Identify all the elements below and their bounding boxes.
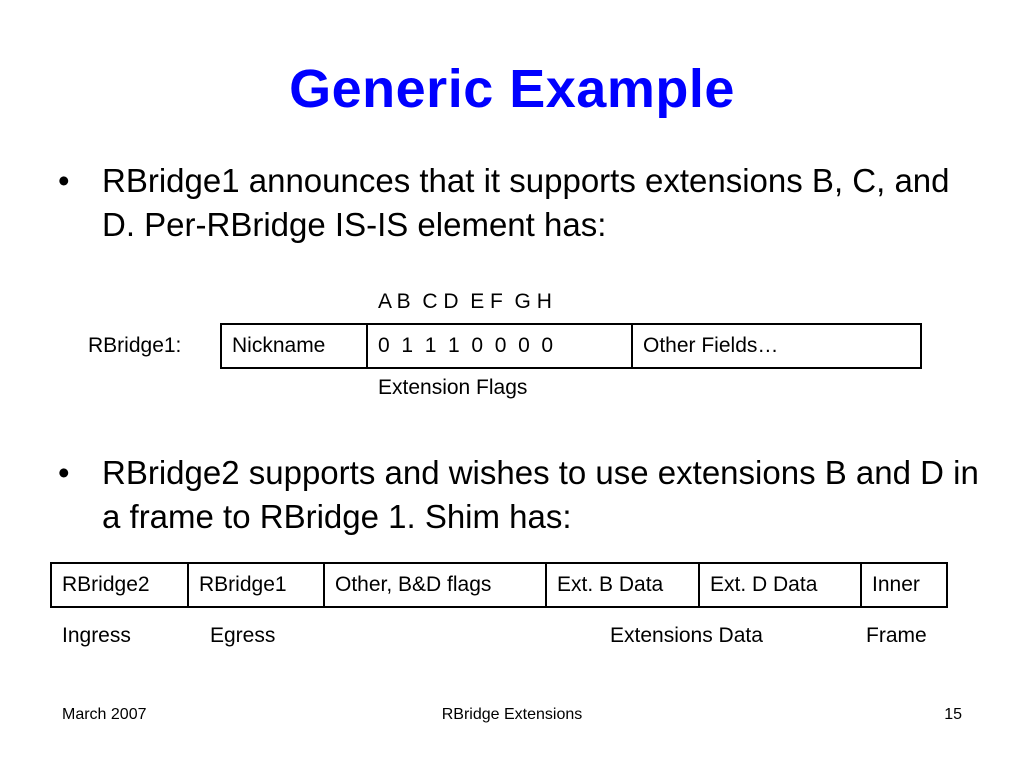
extensions-data-caption: Extensions Data <box>610 624 763 647</box>
shim-cell-rbridge2: RBridge2 <box>52 564 189 606</box>
shim-diagram <box>50 562 948 608</box>
rbridge1-row-label: RBridge1: <box>88 334 182 357</box>
extension-flags-caption: Extension Flags <box>378 376 528 399</box>
bullet-marker: • <box>58 454 70 491</box>
page-number: 15 <box>944 706 962 723</box>
slide-title: Generic Example <box>289 59 735 119</box>
frame-caption: Frame <box>866 624 927 647</box>
extension-bit-letters: A B C D E F G H <box>378 290 552 313</box>
shim-cell-flags: Other, B&D flags <box>325 564 547 606</box>
bullet-marker: • <box>58 162 70 199</box>
extension-flags-cell: 0 1 1 1 0 0 0 0 <box>368 325 633 367</box>
shim-cell-ext-b-data: Ext. B Data <box>547 564 700 606</box>
shim-cell-rbridge1: RBridge1 <box>189 564 325 606</box>
footer-date: March 2007 <box>62 706 147 723</box>
bullet-1-text: RBridge1 announces that it supports extensions B, C, and D. Per-RBridge IS-IS element has: <box>102 162 950 243</box>
shim-cell-ext-d-data: Ext. D Data <box>700 564 862 606</box>
bullet-2-text: RBridge2 supports and wishes to use extensions B and D in a frame to RBridge 1. Shim has: <box>102 454 979 535</box>
nickname-cell: Nickname <box>222 325 368 367</box>
ingress-caption: Ingress <box>62 624 131 647</box>
other-fields-cell: Other Fields… <box>643 334 779 357</box>
footer-title: RBridge Extensions <box>441 706 583 723</box>
isis-element-diagram <box>220 323 922 369</box>
egress-caption: Egress <box>210 624 276 647</box>
shim-cell-inner: Inner <box>872 573 920 596</box>
